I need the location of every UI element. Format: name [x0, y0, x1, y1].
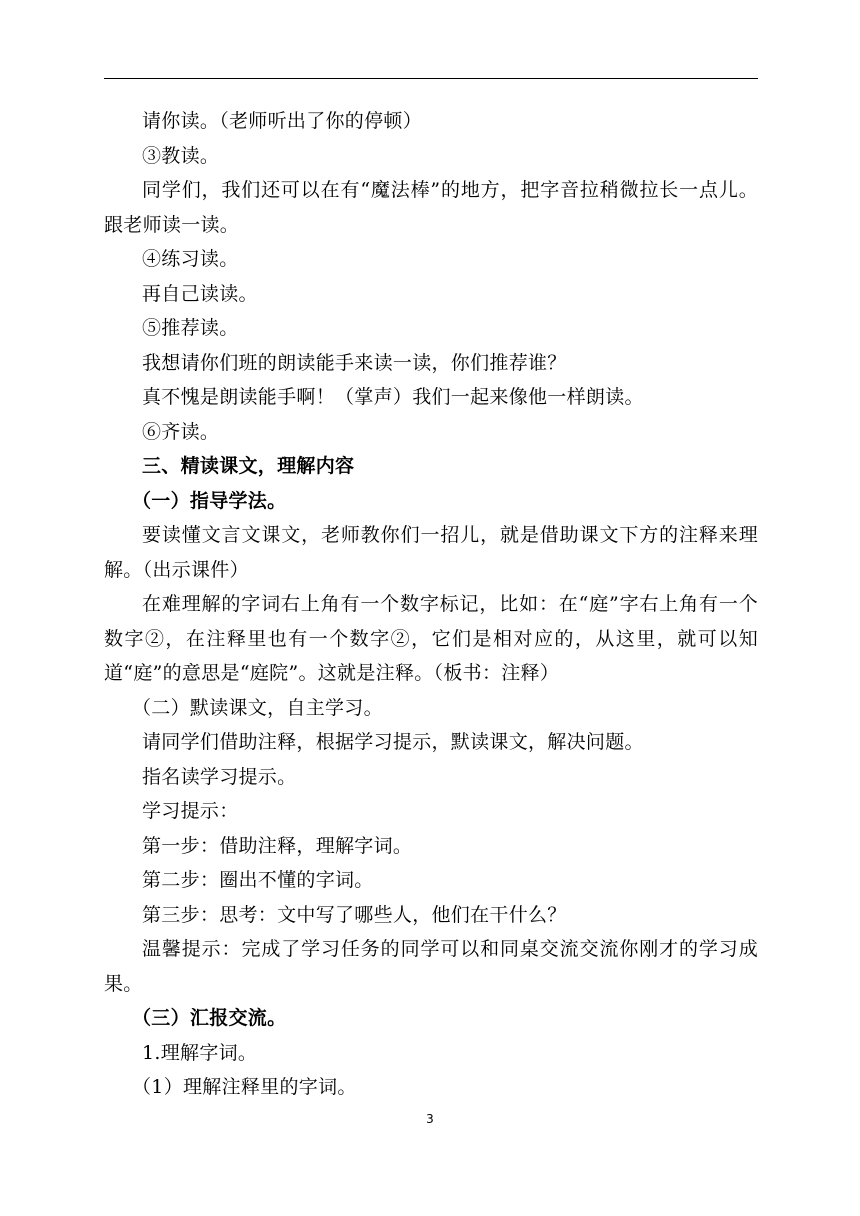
section-heading-3: 三、精读课文，理解内容	[142, 455, 355, 477]
paragraph-21: 温馨提示：完成了学习任务的同学可以和同桌交流交流你刚才的学习成果。	[104, 938, 758, 995]
paragraph-18: 第一步：借助注释，理解字词。	[142, 834, 413, 857]
paragraph-3: 同学们，我们还可以在有“魔法棒”的地方，把字音拉稍微拉长一点儿。跟老师读一读。	[104, 179, 758, 236]
header-rule	[104, 78, 758, 79]
paragraph-4: ④练习读。	[142, 248, 239, 270]
paragraph-12: 要读懂文言文课文，老师教你们一招儿，就是借助课文下方的注释来理解。（出示课件）	[104, 524, 758, 581]
page-number: 3	[426, 1112, 434, 1126]
paragraph-23: 1.理解字词。	[142, 1041, 258, 1064]
paragraph-7: 我想请你们班的朗读能手来读一读，你们推荐谁？	[142, 351, 567, 374]
paragraph-17: 学习提示：	[142, 800, 239, 822]
document-body	[104, 104, 758, 1105]
paragraph-20: 第三步：思考：文中写了哪些人，他们在干什么？	[142, 903, 567, 926]
paragraph-16: 指名读学习提示。	[142, 765, 297, 788]
paragraph-8: 真不愧是朗读能手啊！（掌声）我们一起来像他一样朗读。	[142, 386, 644, 408]
paragraph-19: 第二步：圈出不懂的字词。	[142, 869, 374, 891]
paragraph-5: 再自己读读。	[142, 282, 258, 305]
paragraph-15: 请同学们借助注释，根据学习提示，默读课文，解决问题。	[142, 731, 644, 753]
subsection-heading-3: （三）汇报交流。	[132, 1007, 287, 1029]
paragraph-9: ⑥齐读。	[142, 420, 220, 443]
paragraph-6: ⑤推荐读。	[142, 317, 239, 339]
paragraph-24: （1）理解注释里的字词。	[132, 1076, 357, 1098]
paragraph-13: 在难理解的字词右上角有一个数字标记，比如：在“庭”字右上角有一个数字②，在注释里也有一个数字②，它们是相对应的，从这里，就可以知道“庭”的意思是“庭院”。这就是注释。（板书：注释）	[104, 593, 758, 684]
paragraph-1: 请你读。（老师听出了你的停顿）	[142, 110, 423, 132]
paragraph-2: ③教读。	[142, 144, 220, 167]
subsection-heading-1: （一）指导学法。	[132, 489, 287, 512]
subsection-heading-2: （二）默读课文，自主学习。	[132, 696, 383, 719]
